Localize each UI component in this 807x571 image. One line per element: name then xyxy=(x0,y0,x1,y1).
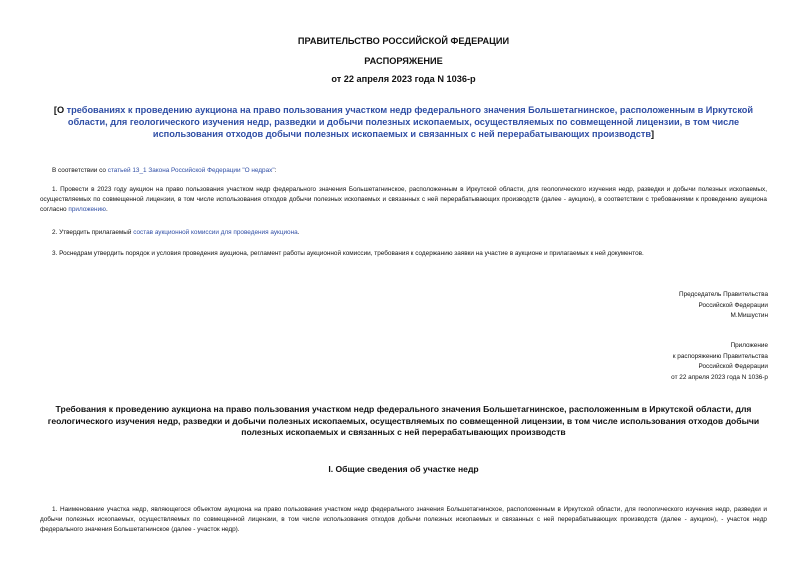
item-2-end: . xyxy=(297,229,300,236)
document-type: РАСПОРЯЖЕНИЕ xyxy=(364,56,443,66)
section-1-title: I. Общие сведения об участке недр xyxy=(328,464,479,474)
basis-paragraph xyxy=(40,166,767,176)
signature-name: М.Мишустин xyxy=(730,312,768,319)
signature-line: Председатель Правительства xyxy=(679,291,768,298)
document-title xyxy=(40,104,767,140)
government-heading: ПРАВИТЕЛЬСТВО РОССИЙСКОЙ ФЕДЕРАЦИИ xyxy=(297,36,510,46)
appendix-line: от 22 апреля 2023 года N 1036-р xyxy=(671,373,768,381)
document-date-number: от 22 апреля 2023 года N 1036-р xyxy=(331,74,476,84)
appendix-line: Российской Федерации xyxy=(698,363,768,370)
commission-link[interactable]: состав аукционной комиссии для проведения аукциона xyxy=(133,229,298,236)
item-2-prefix: 2. Утвердить прилагаемый xyxy=(52,229,134,236)
item-1-end: . xyxy=(105,206,108,213)
requirements-title: Требования к проведению аукциона на право пользования участком недр федерального значения Большетагнинское, расположенным в Иркутской области, для геологического изучения недр, разведки и добычи полезных ископаемых, осуществляемых по совмещенной лицензии, в том числе использования отходов добычи полезных ископаемых и связанных с ней перерабатывающих производств xyxy=(47,404,760,437)
item-2-paragraph xyxy=(40,228,767,238)
basis-suffix: : xyxy=(274,167,277,174)
section-1-paragraph-1: 1. Наименование участка недр, являющегося объектом аукциона на право пользования участком недр федерального значения Большетагнинское, расположенным в Иркутской области, для геологического изучения недр, разведки и добычи полезных ископаемых, осуществляемых по совмещенной лицензии, в том числе использования отходов добычи полезных ископаемых и связанных с ней перерабатывающих производств (далее - аукцион), - участок недр федерального значения Большетагнинское (далее - участок недр). xyxy=(40,506,767,533)
title-link[interactable]: требованиях к проведению аукциона на право пользования участком недр федерального значения Большетагнинское, расположенным в Иркутской области, для геологического изучения недр, разведки и добычи полезных ископаемых, осуществляемых по совмещенной лицензии, в том числе использования отходов добычи полезных ископаемых и связанных с ней перерабатывающих производств xyxy=(66,105,754,139)
title-close-bracket: ] xyxy=(651,129,655,139)
item-1-text: 1. Провести в 2023 году аукцион на право пользования участком недр федерального значения Большетагнинское, расположенным в Иркутской области, для геологического изучения недр, разведки и добычи полезных ископаемых, осуществляемых по совмещенной лицензии, в том числе использования отходов добычи полезных ископаемых и связанных с ней перерабатывающих производств (далее - аукцион), в соответствии с требованиями к проведению аукциона согласно xyxy=(40,186,767,213)
appendix-line: к распоряжению Правительства xyxy=(672,352,768,360)
law-article-link[interactable]: статьей 13_1 Закона Российской Федерации "О недрах" xyxy=(107,167,275,174)
item-1-paragraph xyxy=(40,185,767,215)
appendix-line: Приложение xyxy=(730,342,768,349)
signature-block xyxy=(679,290,768,322)
appendix-block xyxy=(671,341,768,383)
basis-prefix: В соответствии со xyxy=(52,167,108,174)
signature-line: Российской Федерации xyxy=(698,301,768,309)
appendix-link[interactable]: приложению xyxy=(68,206,106,213)
title-open-bracket: [О xyxy=(53,105,67,115)
item-3-paragraph: 3. Роснедрам утвердить порядок и условия проведения аукциона, регламент работы аукционной комиссии, требования к содержанию заявки на участие в аукционе и прилагаемых к ней документов. xyxy=(52,250,644,257)
